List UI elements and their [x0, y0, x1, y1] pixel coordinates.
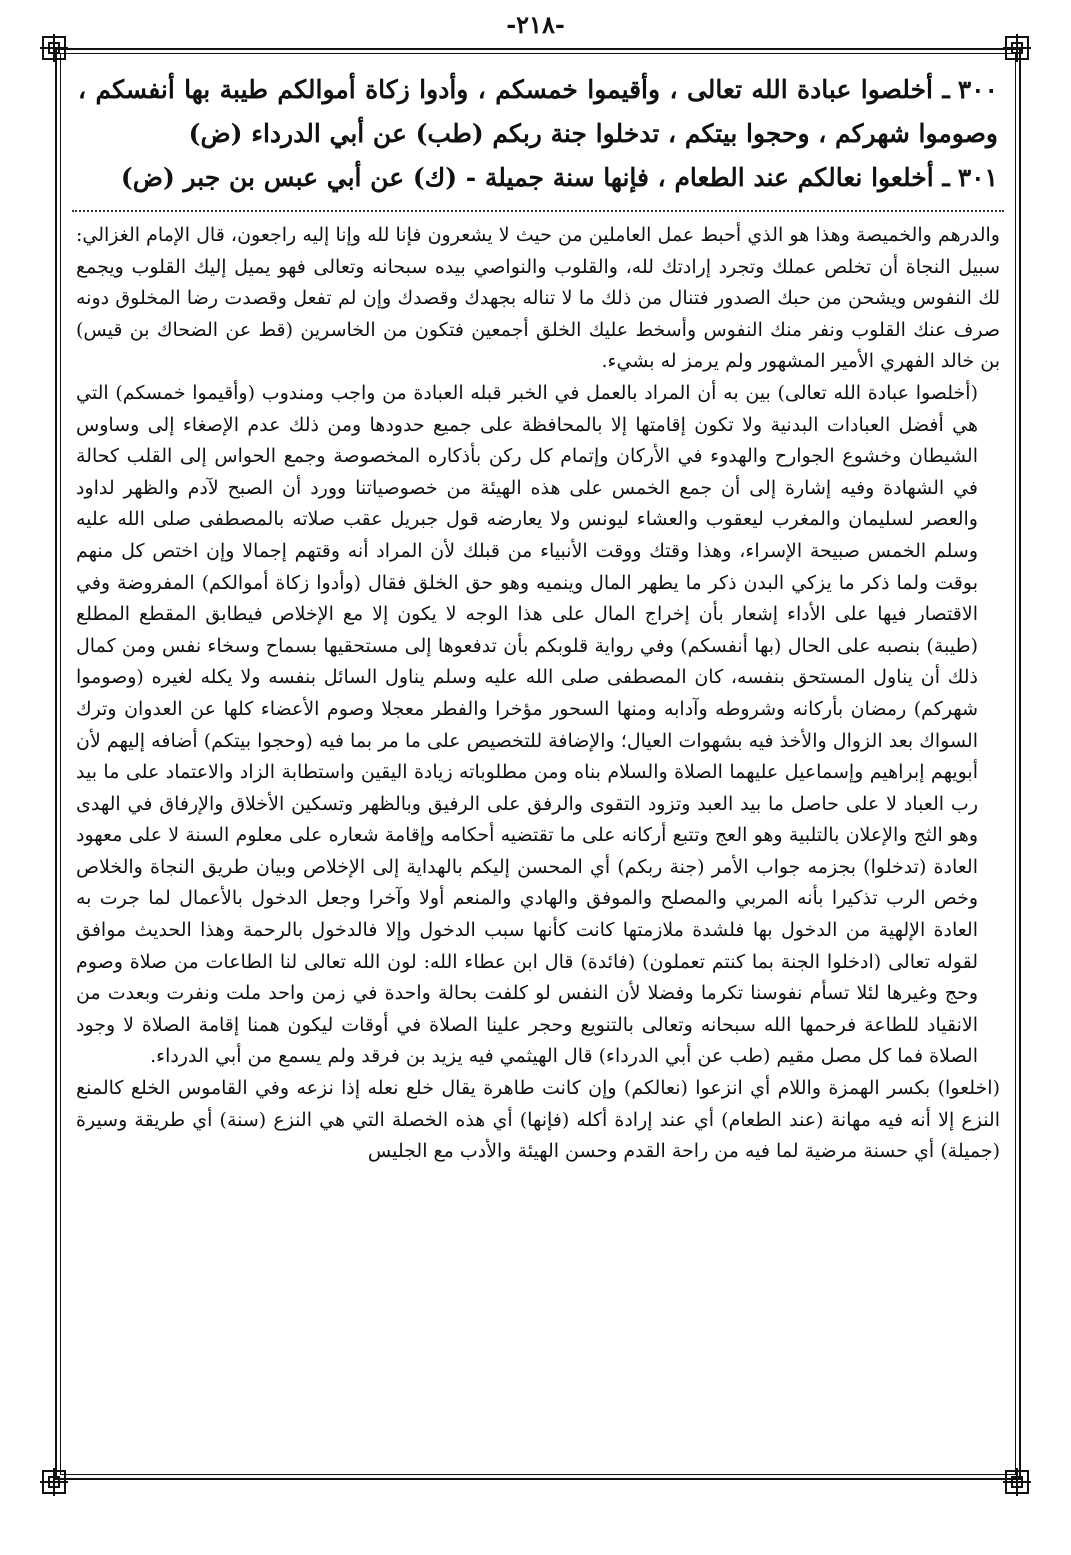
corner-ornament-icon — [40, 34, 68, 62]
hadith-number: ٣٠٠ — [957, 75, 998, 104]
page-content — [72, 68, 1004, 1168]
commentary — [72, 220, 1004, 1168]
page-number: -٢١٨- — [506, 10, 565, 39]
hadith-text: ـ أخلعوا نعالكم عند الطعام ، فإنها سنة جميلة - (ك) عن أبي عبس بن جبر (ض) — [120, 163, 950, 192]
commentary-paragraph: (أخلصوا عبادة الله تعالى) بين به أن المراد بالعمل في الخبر قبله العبادة من واجب ومندوب (وأقيموا خمسكم) التي هي أفضل العبادات البدنية ولا تكون إقامتها إلا بالمحافظة على جميع حدودها ومن ذلك عدم الإصغاء إلى وساوس الشيطان وخشوع الجوارح والهدوء في الأركان وإتمام كل ركن بأذكاره المخصوصة وجمع الحواس إلى القلب كحالة في الشهادة وفيه إشارة إلى أن جمع الخمس على هذه الهيئة من خصوصياتنا وورد أن الصبح لآدم والظهر لداود والعصر لسليمان والمغرب ليعقوب والعشاء ليونس ولا يعارضه قول جبريل عقب صلاته بالمصطفى صلى الله عليه وسلم الخمس صبيحة الإسراء، وهذا وقتك ووقت الأنبياء من قبلك لأن المراد أنه وقتهم إجمالا وإن اختص كل منهم بوقت ولما ذكر ما يزكي البدن ذكر ما يطهر المال وينميه وهو حق الخلق فقال (وأدوا زكاة أموالكم) المفروضة وفي الاقتصار فيها على الأداء إشعار بأن إخراج المال على هذا الوجه لا يكون إلا مع الإخلاص فيطابق المقطع المطلع (طيبة) بنصبه على الحال (بها أنفسكم) وفي رواية قلوبكم بأن تدفعوها إلى مستحقيها بسماح وسخاء نفس ومن كمال ذلك أن يناول المستحق بنفسه، كان المصطفى صلى الله عليه وسلم يناول السائل بنفسه ولا يكله لغيره (وصوموا شهركم) رمضان بأركانه وشروطه وآدابه ومنها السحور مؤخرا والفطر معجلا وصوم الأعضاء كلها عن العدوان وترك السواك بعد الزوال والأخذ فيه بشهوات العيال؛ والإضافة للتخصيص على ما مر بما فيه (وحجوا بيتكم) أضافه إليهم لأن أبويهم إبراهيم وإسماعيل عليهما الصلاة والسلام بناه ومن مطلوباته زيادة اليقين واستطابة الزاد والاعتماد على ما بيد رب العباد لا على حاصل ما بيد العبد وتزود التقوى والرفق على الرفيق وبالظهر وتسكين الأخلاق والإرفاق في الهدى وهو الثج والإعلان بالتلبية وهو العج وتتبع أركانه على ما تقتضيه أحكامه وإقامة شعاره على معلوم السنة لا على معهود العادة (تدخلوا) بجزمه جواب الأمر (جنة ربكم) أي المحسن إليكم بالهداية إلى الإخلاص وبيان طريق النجاة والخلاص وخص الرب تذكيرا بأنه المربي والمصلح والموفق والهادي والمنعم أولا وآخرا وجعل الدخول بالأعمال لما جرت به العادة الإلهية من الدخول بها فلشدة ملازمتها كانت كأنها سبب الدخول وإلا فالدخول بالرحمة وهذا الحديث موافق لقوله تعالى (ادخلوا الجنة بما كنتم تعملون) (فائدة) قال ابن عطاء الله: لون الله تعالى لنا الطاعات من صلاة وصوم وحج وغيرها لئلا تسأم نفوسنا تكرما وفضلا لأن النفس لو كلفت بحالة واحدة في زمن واحد ملت ونفرت وبعدت من الانقياد للطاعة فرحمها الله سبحانه وتعالى بالتنويع وحجر علينا الصلاة في أوقات ليكون همنا إقامة الصلاة لا وجود الصلاة فما كل مصل مقيم (طب عن أبي الدرداء) قال الهيثمي فيه يزيد بن فرقد ولم يسمع من أبي الدرداء. — [76, 381, 978, 1068]
corner-ornament-icon — [1003, 34, 1031, 62]
commentary-paragraph: والدرهم والخميصة وهذا هو الذي أحبط عمل العاملين من حيث لا يشعرون فإنا لله وإنا إليه راجعون، قال الإمام الغزالي: سبيل النجاة أن تخلص عملك وتجرد إرادتك لله، والقلوب والنواصي بيده سبحانه وتعالى فهو يميل إليك القلوب ويجمع لك النفوس ويشحن من حبك الصدور فتنال من ذلك ما لا تناله بجهدك وقصدك وإن لم تفعل وقصدت رضا المخلوق دونه صرف عنك القلوب ونفر منك النفوس وأسخط عليك الخلق أجمعين فتكون من الخاسرين (قط عن الضحاك بن قيس) بن خالد الفهري الأمير المشهور ولم يرمز له بشيء. — [76, 224, 1000, 373]
commentary-paragraph: (اخلعوا) بكسر الهمزة واللام أي انزعوا (نعالكم) وإن كانت طاهرة يقال خلع نعله إذا نزعه وفي القاموس الخلع كالمنع النزع إلا أنه فيه مهانة (عند الطعام) أي عند إرادة أكله (فإنها) أي هذه الخصلة التي هي النزع (سنة) أي طريقة وسيرة (جميلة) أي حسنة مرضية لما فيه من راحة القدم وحسن الهيئة والأدب مع الجليس — [76, 1077, 1000, 1163]
hadith-301 — [72, 156, 1004, 200]
hadith-text: ـ أخلصوا عبادة الله تعالى ، وأقيموا خمسكم ، وأدوا زكاة أموالكم طيبة بها أنفسكم ، وصوموا شهركم ، وحجوا بيتكم ، تدخلوا جنة ربكم (طب) عن أبي الدرداء (ض) — [78, 75, 998, 148]
hadith-300 — [72, 68, 1004, 156]
section-divider — [72, 210, 1004, 212]
corner-ornament-icon — [40, 1468, 68, 1496]
corner-ornament-icon — [1003, 1468, 1031, 1496]
hadith-number: ٣٠١ — [957, 163, 998, 192]
